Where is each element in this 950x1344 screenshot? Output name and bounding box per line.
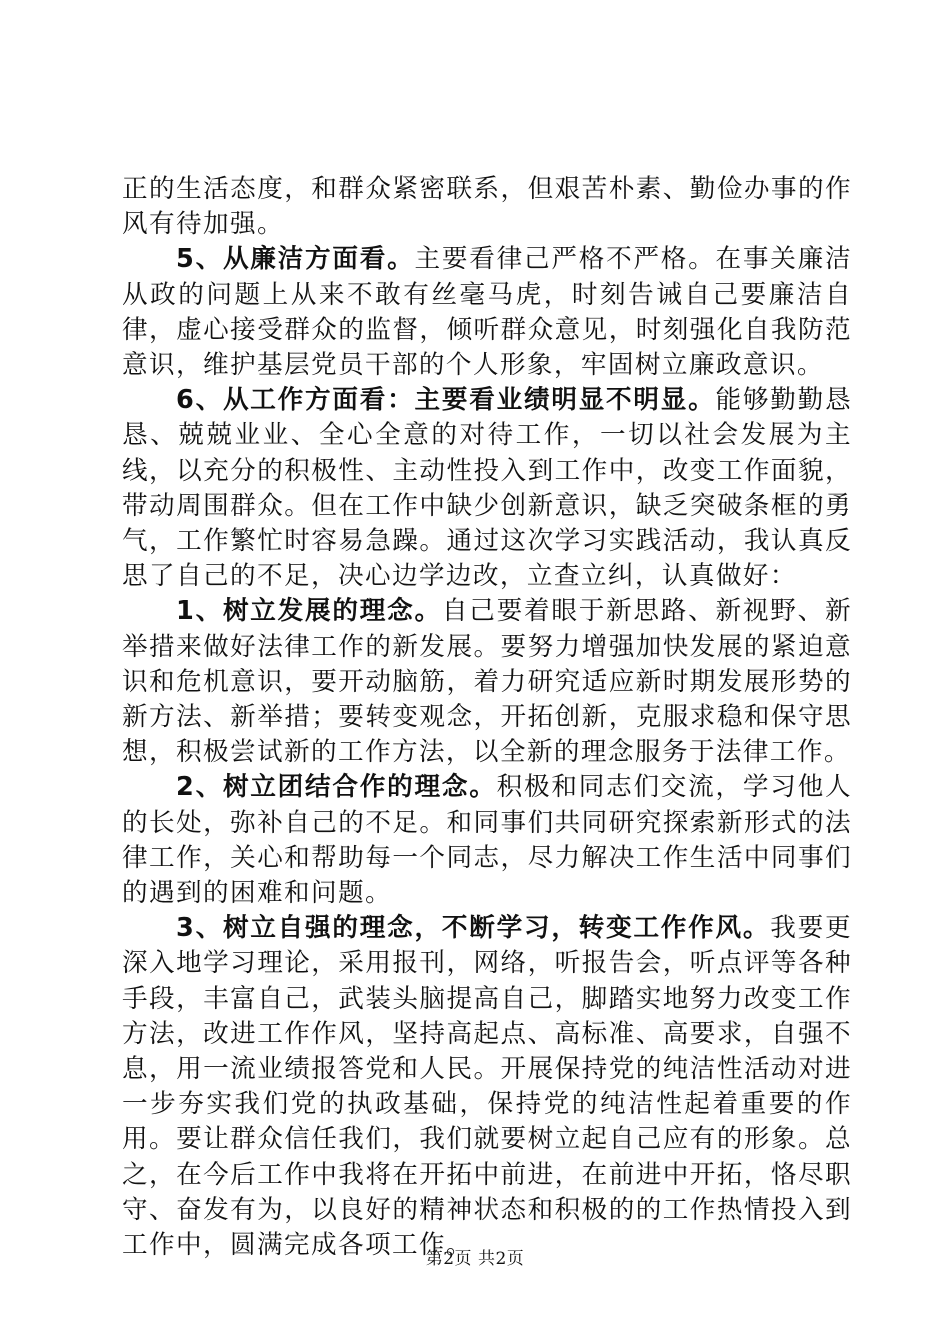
paragraph-3-text: 能够勤勤恳恳、兢兢业业、全心全意的对待工作，一切以社会发展为主线，以充分的积极性、主动性投入到工作中，改变工作面貌，带动周围群众。但在工作中缺少创新意识，缺乏突破条框的勇气，工作繁忙时容易急躁。通过这次学习实践活动，我认真反思了自己的不足，决心边学边改，立查立纠，认真做好： xyxy=(122,385,852,592)
paragraph-4-text: 自己要着眼于新思路、新视野、新举措来做好法律工作的新发展。要努力增强加快发展的紧迫意识和危机意识，要开动脑筋，着力研究适应新时期发展形势的新方法、新举措；要转变观念，开拓创新，克服求稳和保守思想，积极尝试新的工作方法，以全新的理念服务于法律工作。 xyxy=(122,596,852,768)
paragraph-5 xyxy=(122,770,852,911)
paragraph-1-text: 正的生活态度，和群众紧密联系，但艰苦朴素、勤俭办事的作风有待加强。 xyxy=(122,174,852,240)
paragraph-1 xyxy=(122,172,852,242)
paragraph-6-text: 我要更深入地学习理论，采用报刊，网络，听报告会，听点评等各种手段，丰富自己，武装头脑提高自己，脚踏实地努力改变工作方法，改进工作作风，坚持高起点、高标准、高要求，自强不息，用一流业绩报答党和人民。开展保持党的纯洁性活动对进一步夯实我们党的执政基础，保持党的纯洁性起着重要的作用。要让群众信任我们，我们就要树立起自己应有的形象。总之，在今后工作中我将在开拓中前进，在前进中开拓，恪尽职守、奋发有为，以良好的精神状态和积极的的工作热情投入到工作中，圆满完成各项工作。 xyxy=(122,913,853,1261)
paragraph-2-text: 主要看律己严格不严格。在事关廉洁从政的问题上从来不敢有丝毫马虎，时刻告诫自己要廉洁自律，虚心接受群众的监督，倾听群众意见，时刻强化自我防范意识，维护基层党员干部的个人形象，牢固树立廉政意识。 xyxy=(122,244,852,381)
paragraph-2-heading: 5、从廉洁方面看。 xyxy=(176,244,415,275)
paragraph-3-heading: 6、从工作方面看：主要看业绩明显不明显。 xyxy=(176,385,716,416)
paragraph-3 xyxy=(122,383,852,594)
paragraph-2 xyxy=(122,242,852,383)
paragraph-4-heading: 1、树立发展的理念。 xyxy=(176,596,442,627)
paragraph-5-text: 积极和同志们交流，学习他人的长处，弥补自己的不足。和同事们共同研究探索新形式的法律工作，关心和帮助每一个同志，尽力解决工作生活中同事们的遇到的困难和问题。 xyxy=(122,772,852,909)
page-number-label: 第2页 共2页 xyxy=(425,1249,525,1269)
paragraph-6 xyxy=(122,911,852,1263)
paragraph-6-heading: 3、树立自强的理念，不断学习，转变工作作风。 xyxy=(176,913,771,944)
paragraph-5-heading: 2、树立团结合作的理念。 xyxy=(176,772,497,803)
paragraph-4 xyxy=(122,594,852,770)
document-body xyxy=(122,172,852,1263)
page-footer xyxy=(0,1244,950,1269)
